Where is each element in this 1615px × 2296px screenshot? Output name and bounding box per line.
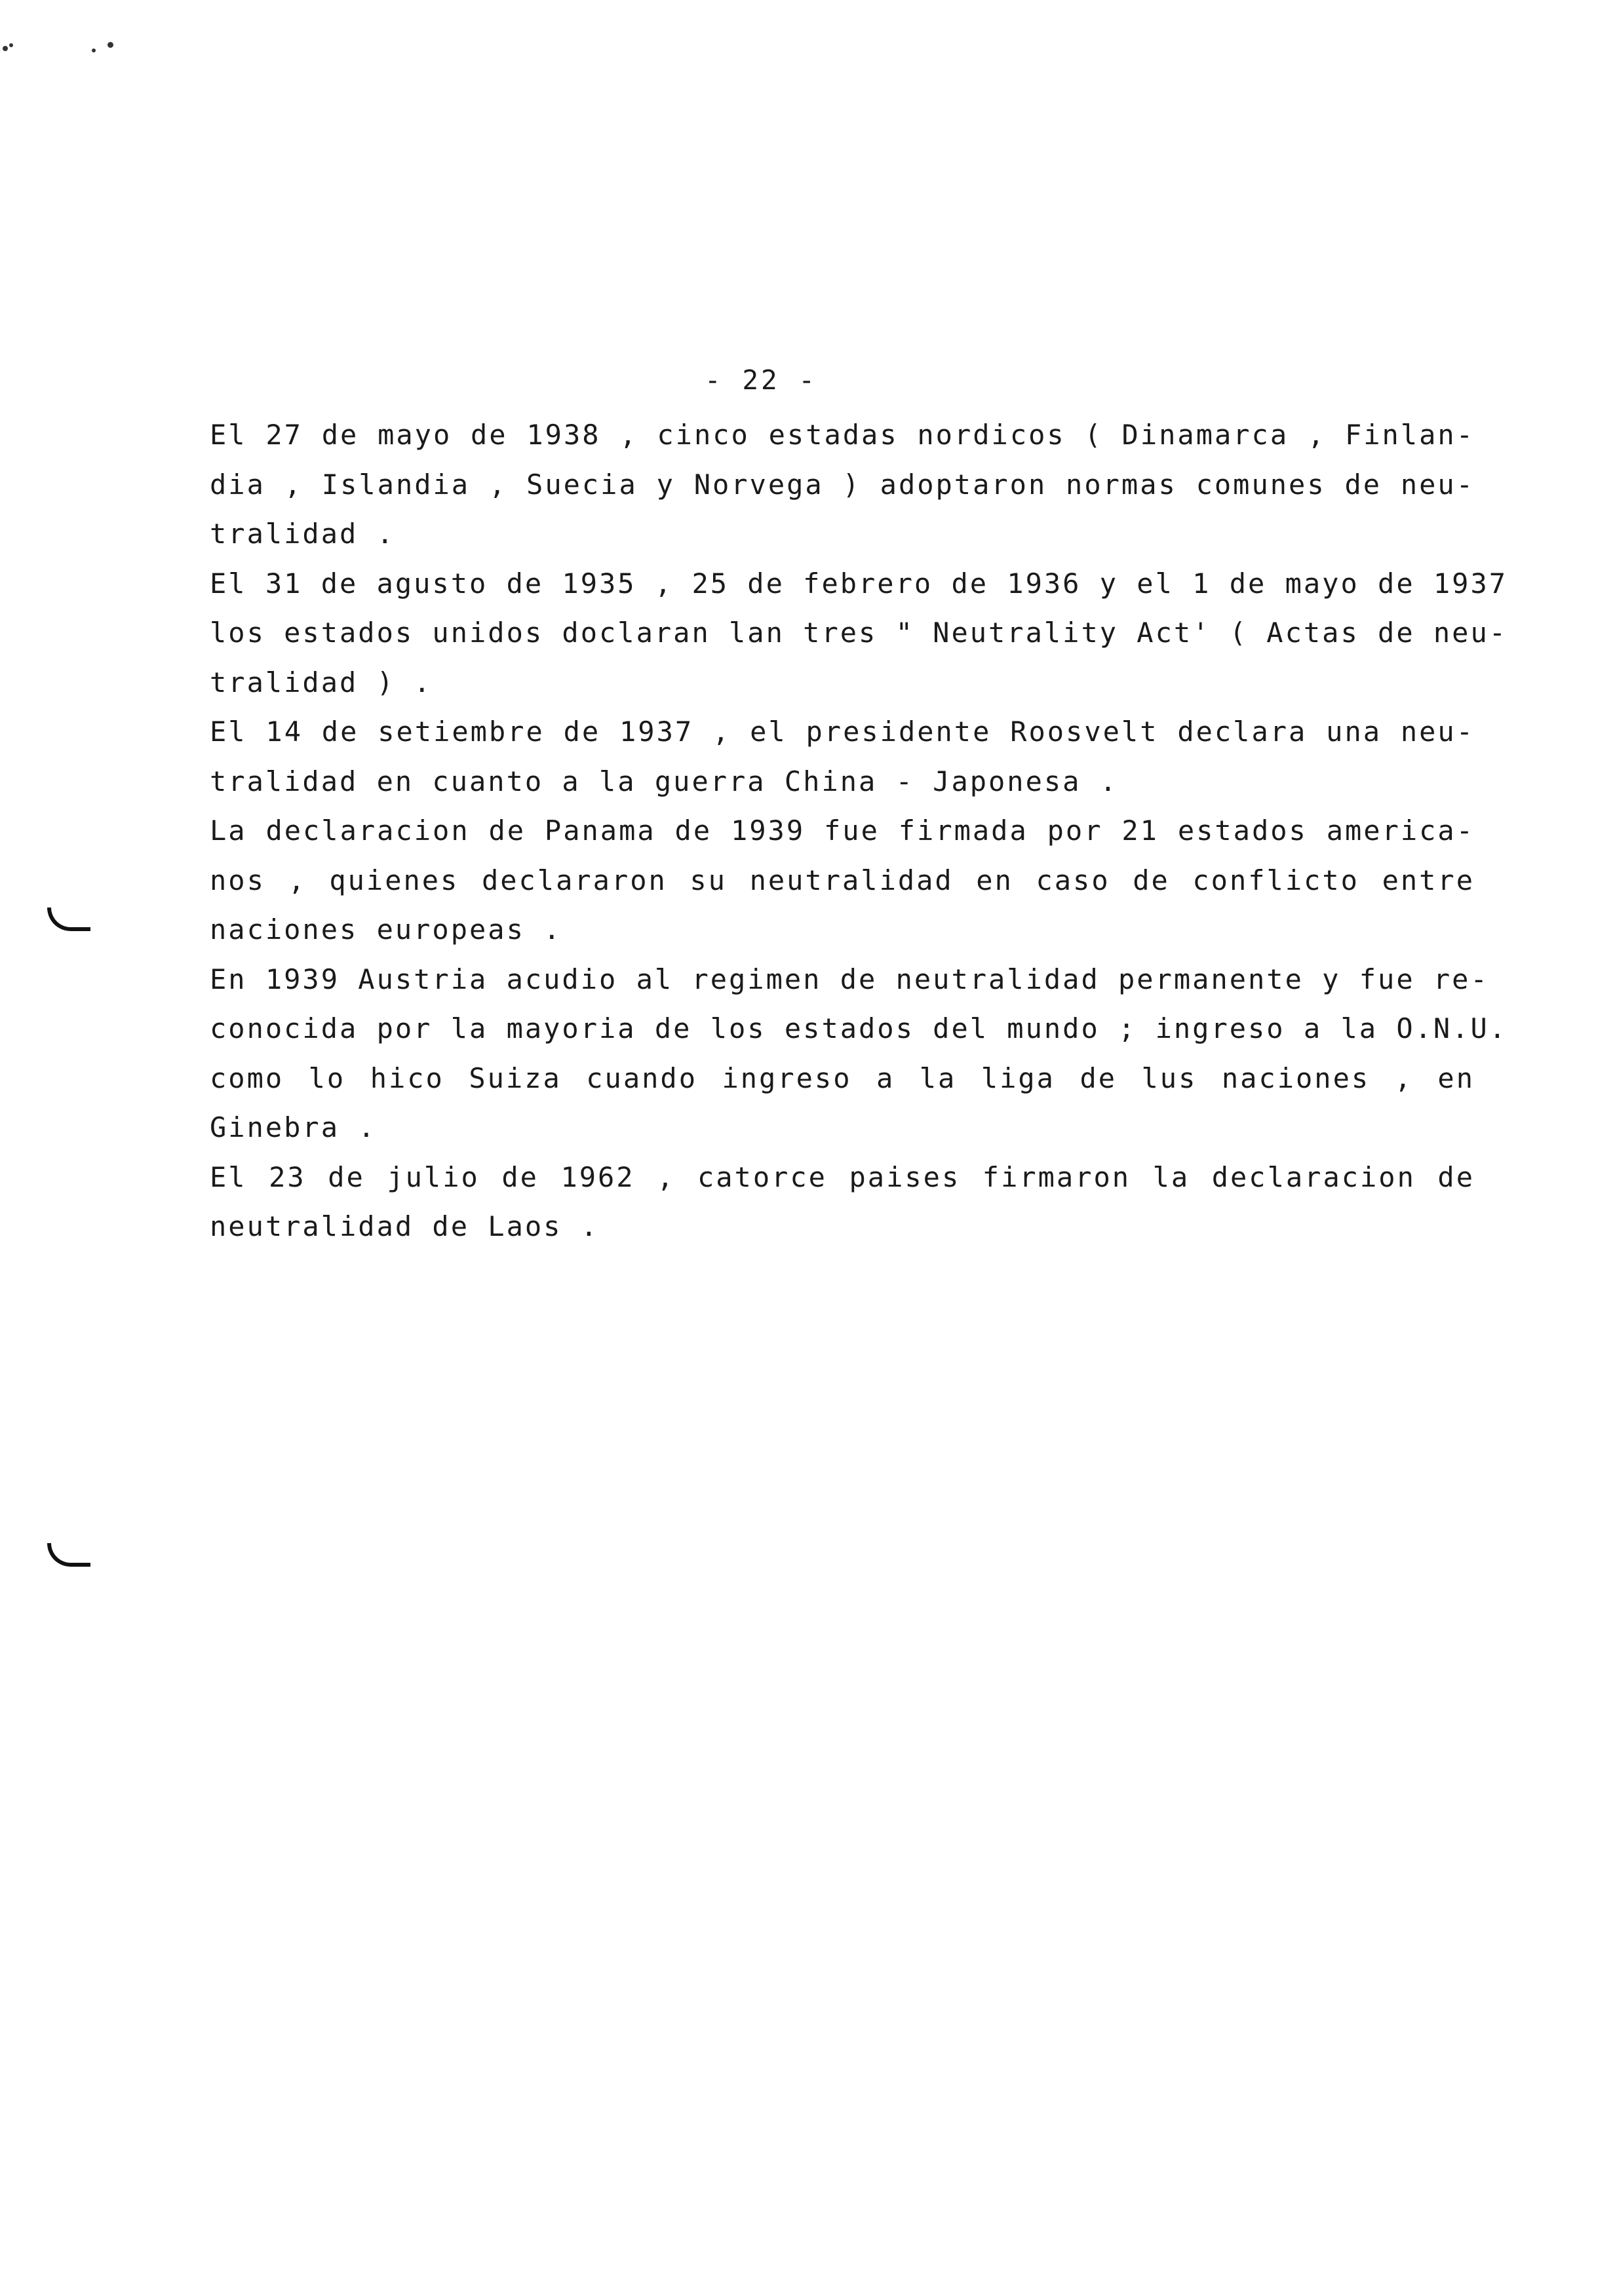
text-line: El 27 de mayo de 1938 , cinco estadas nordicos ( Dinamarca , Finlan- — [210, 419, 1475, 451]
text-line: naciones europeas . — [210, 913, 562, 946]
text-line: nos , quienes declararon su neutralidad en caso de conflicto entre — [210, 864, 1475, 896]
paragraph — [210, 806, 1475, 955]
paragraph — [210, 707, 1475, 806]
scan-speck — [92, 48, 96, 52]
text-line: tralidad . — [210, 518, 395, 550]
punch-hole-mark-upper — [47, 908, 90, 931]
scan-speck — [3, 46, 8, 51]
body-text — [210, 410, 1508, 1252]
text-line: neutralidad de Laos . — [210, 1210, 600, 1242]
text-line: conocida por la mayoria de los estados del mundo ; ingreso a la O.N.U. — [210, 1012, 1508, 1044]
punch-hole-mark-lower — [47, 1543, 90, 1567]
text-line: En 1939 Austria acudio al regimen de neutralidad permanente y fue re- — [210, 963, 1489, 995]
text-line: La declaracion de Panama de 1939 fue firmada por 21 estados america- — [210, 814, 1475, 847]
scan-speck — [107, 42, 113, 48]
paragraph — [210, 559, 1508, 708]
text-line: El 31 de agusto de 1935 , 25 de febrero de 1936 y el 1 de mayo de 1937 — [210, 567, 1508, 600]
paragraph — [210, 1153, 1475, 1252]
scan-speck — [9, 43, 13, 47]
text-line: Ginebra . — [210, 1111, 377, 1143]
text-line: El 23 de julio de 1962 , catorce paises firmaron la declaracion de — [210, 1160, 1475, 1193]
paragraph — [210, 410, 1475, 559]
paragraph — [210, 955, 1508, 1153]
text-line: dia , Islandia , Suecia y Norvega ) adoptaron normas comunes de neu- — [210, 468, 1475, 501]
text-line: como lo hico Suiza cuando ingreso a la liga de lus naciones , en — [210, 1062, 1475, 1094]
page-number: - 22 - — [705, 364, 818, 396]
text-line: tralidad en cuanto a la guerra China - Japonesa . — [210, 765, 1119, 797]
text-line: los estados unidos doclaran lan tres " Neutrality Act' ( Actas de neu- — [210, 617, 1508, 649]
text-line: tralidad ) . — [210, 666, 433, 698]
text-line: El 14 de setiembre de 1937 , el presidente Roosvelt declara una neu- — [210, 716, 1475, 748]
